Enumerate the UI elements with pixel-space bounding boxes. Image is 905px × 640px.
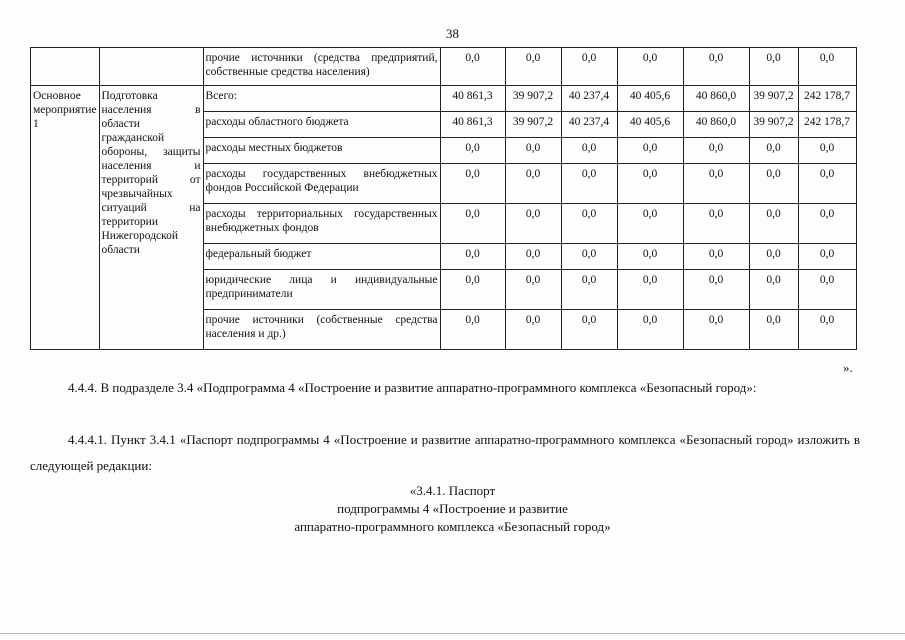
- value-cell: 0,0: [798, 310, 856, 350]
- value-cell: 0,0: [798, 244, 856, 270]
- page-number: 38: [446, 26, 459, 41]
- value-cell: 0,0: [749, 48, 798, 86]
- value-cell: 242 178,7: [798, 86, 856, 112]
- value-cell: 0,0: [749, 138, 798, 164]
- value-cell: 0,0: [561, 310, 617, 350]
- value-cell: 0,0: [617, 244, 683, 270]
- value-cell: 0,0: [440, 244, 505, 270]
- activity-cell: Основное мероприятие 1: [31, 86, 100, 350]
- heading-line-3: аппаратно-программного комплекса «Безопасный город»: [294, 519, 611, 534]
- value-cell: 0,0: [683, 310, 749, 350]
- value-cell: 0,0: [561, 48, 617, 86]
- value-cell: 0,0: [617, 270, 683, 310]
- value-cell: 0,0: [440, 204, 505, 244]
- value-cell: 0,0: [683, 138, 749, 164]
- value-cell: 0,0: [505, 310, 561, 350]
- value-cell: 0,0: [440, 310, 505, 350]
- value-cell: 0,0: [505, 244, 561, 270]
- value-cell: 0,0: [505, 204, 561, 244]
- paragraph-4-4-4-1: 4.4.4.1. Пункт 3.4.1 «Паспорт подпрограммы 4 «Построение и развитие аппаратно-программного комплекса «Безопасный город» изложить в следующей редакции:: [30, 432, 860, 473]
- value-cell: 0,0: [798, 270, 856, 310]
- value-cell: 40 860,0: [683, 112, 749, 138]
- value-cell: 40 405,6: [617, 86, 683, 112]
- value-cell: 0,0: [749, 244, 798, 270]
- value-cell: 39 907,2: [749, 86, 798, 112]
- funding-source-cell: расходы областного бюджета: [203, 112, 440, 138]
- value-cell: 40 237,4: [561, 112, 617, 138]
- activity-name-cell: Подготовка населения в области гражданской обороны, защиты населения и территорий от чрезвычайных ситуаций на территории Нижегородской области: [99, 86, 203, 350]
- value-cell: 0,0: [440, 138, 505, 164]
- value-cell: 0,0: [617, 310, 683, 350]
- value-cell: 0,0: [561, 270, 617, 310]
- funding-source-cell: прочие источники (собственные средства населения и др.): [203, 310, 440, 350]
- heading-line-1: «3.4.1. Паспорт: [409, 483, 496, 498]
- value-cell: 0,0: [617, 204, 683, 244]
- value-cell: 0,0: [683, 164, 749, 204]
- funding-source-cell: юридические лица и индивидуальные предприниматели: [203, 270, 440, 310]
- value-cell: 40 405,6: [617, 112, 683, 138]
- value-cell: 0,0: [505, 48, 561, 86]
- paragraph-4-4-4: 4.4.4. В подразделе 3.4 «Подпрограмма 4 «Построение и развитие аппаратно-программного комплекса «Безопасный город»:: [68, 380, 757, 395]
- section-heading: [0, 482, 905, 536]
- value-cell: 0,0: [798, 138, 856, 164]
- value-cell: 0,0: [440, 48, 505, 86]
- value-cell: 0,0: [561, 204, 617, 244]
- value-cell: 40 860,0: [683, 86, 749, 112]
- value-cell: 0,0: [440, 164, 505, 204]
- value-cell: 0,0: [561, 138, 617, 164]
- value-cell: 40 861,3: [440, 86, 505, 112]
- value-cell: 0,0: [683, 270, 749, 310]
- value-cell: 0,0: [617, 164, 683, 204]
- funding-source-cell: федеральный бюджет: [203, 244, 440, 270]
- value-cell: 39 907,2: [505, 86, 561, 112]
- funding-source-cell: расходы местных бюджетов: [203, 138, 440, 164]
- closing-quote: ».: [843, 360, 853, 375]
- financing-table: [30, 47, 857, 350]
- value-cell: 242 178,7: [798, 112, 856, 138]
- empty-cell: [99, 48, 203, 86]
- value-cell: 0,0: [749, 310, 798, 350]
- value-cell: 0,0: [617, 48, 683, 86]
- value-cell: 0,0: [798, 164, 856, 204]
- value-cell: 39 907,2: [749, 112, 798, 138]
- table-row: [31, 48, 857, 86]
- value-cell: 0,0: [683, 204, 749, 244]
- value-cell: 0,0: [617, 138, 683, 164]
- value-cell: 0,0: [561, 244, 617, 270]
- funding-source-cell: расходы территориальных государственных внебюджетных фондов: [203, 204, 440, 244]
- value-cell: 0,0: [505, 138, 561, 164]
- value-cell: 40 861,3: [440, 112, 505, 138]
- funding-source-cell: прочие источники (средства предприятий, собственные средства населения): [203, 48, 440, 86]
- value-cell: 0,0: [505, 270, 561, 310]
- value-cell: 0,0: [683, 48, 749, 86]
- empty-cell: [31, 48, 100, 86]
- value-cell: 0,0: [749, 164, 798, 204]
- funding-source-cell: расходы государственных внебюджетных фондов Российской Федерации: [203, 164, 440, 204]
- value-cell: 40 237,4: [561, 86, 617, 112]
- page-bottom-rule: [0, 633, 905, 634]
- value-cell: 0,0: [505, 164, 561, 204]
- value-cell: 0,0: [683, 244, 749, 270]
- value-cell: 0,0: [561, 164, 617, 204]
- value-cell: 0,0: [798, 48, 856, 86]
- heading-line-2: подпрограммы 4 «Построение и развитие: [337, 501, 568, 516]
- table-row: [31, 86, 857, 112]
- value-cell: 0,0: [440, 270, 505, 310]
- value-cell: 0,0: [749, 204, 798, 244]
- funding-source-cell: Всего:: [203, 86, 440, 112]
- value-cell: 39 907,2: [505, 112, 561, 138]
- value-cell: 0,0: [749, 270, 798, 310]
- value-cell: 0,0: [798, 204, 856, 244]
